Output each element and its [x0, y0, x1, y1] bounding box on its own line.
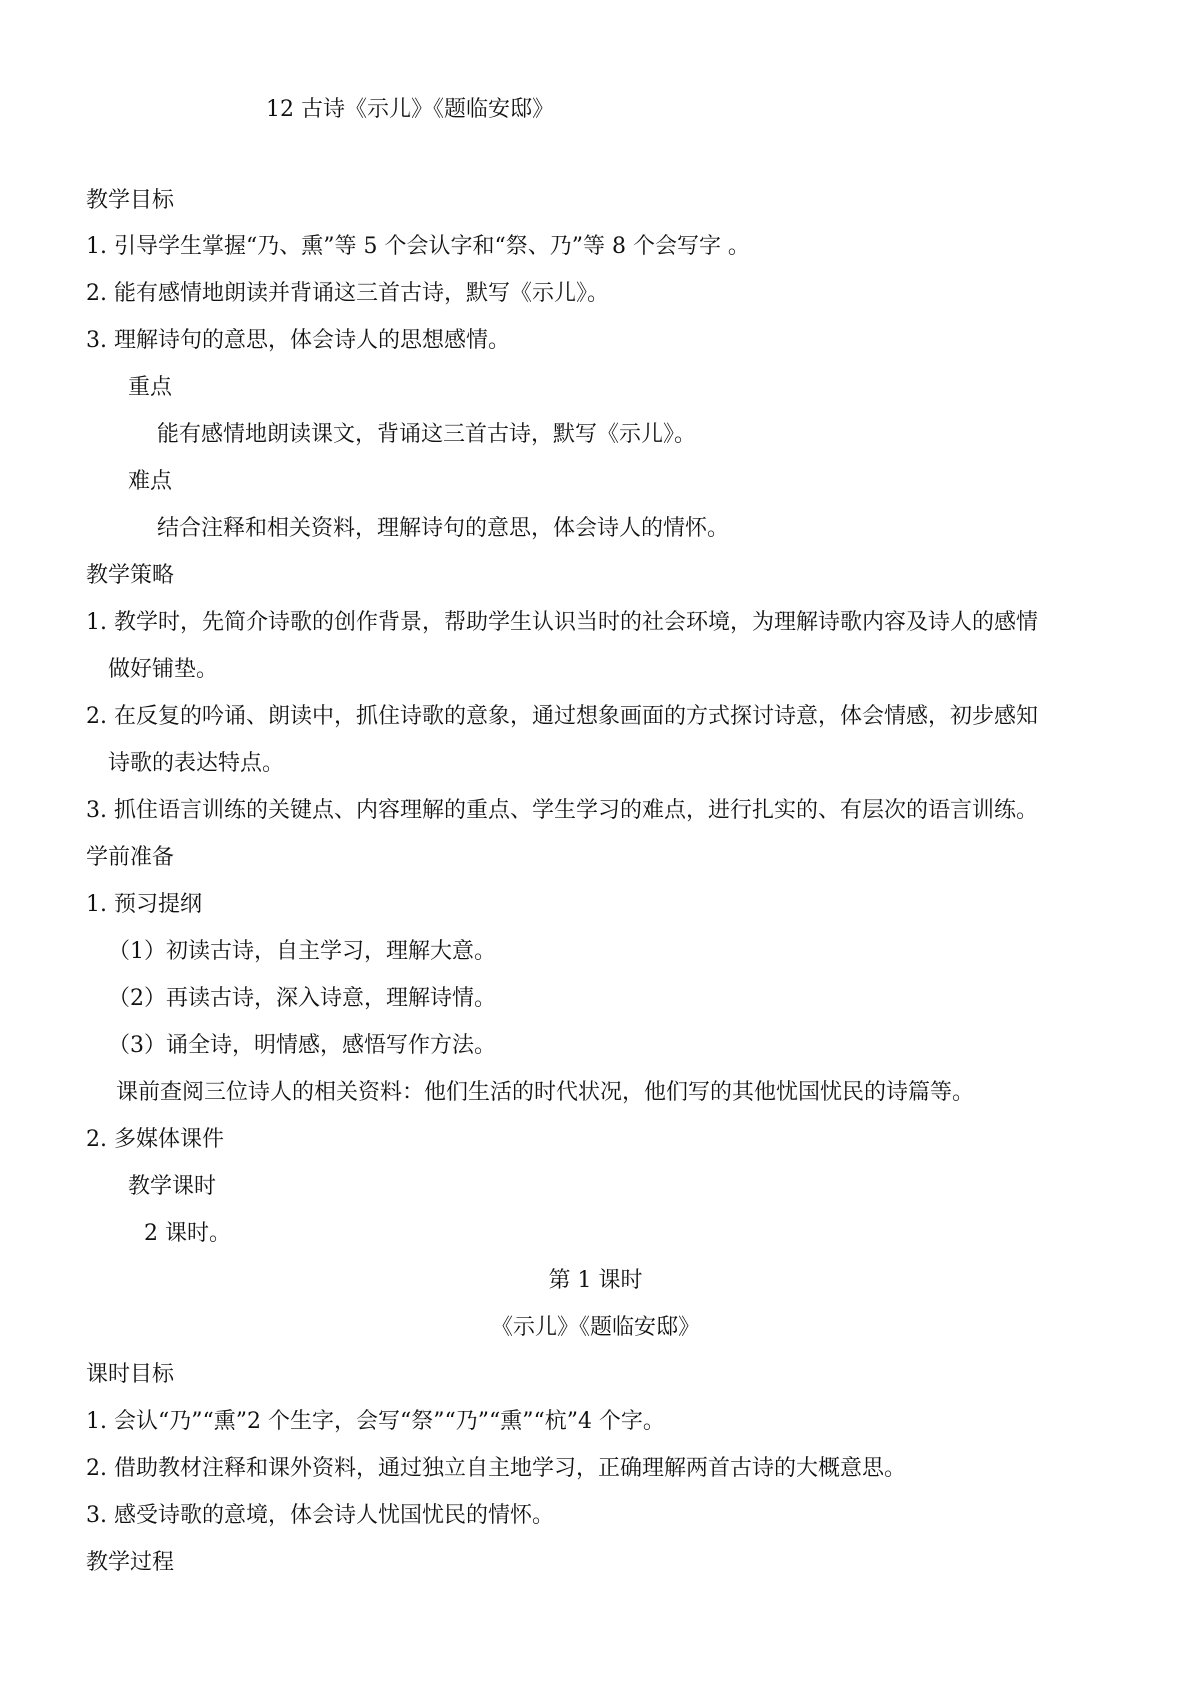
prep-subitem-3: （3）诵全诗，明情感，感悟写作方法。 [108, 1033, 496, 1058]
period-value: 2 课时。 [144, 1221, 231, 1246]
lesson-goal-3: 3. 感受诗歌的意境，体会诗人忧国忧民的情怀。 [86, 1503, 554, 1528]
difficulty-label: 难点 [128, 469, 173, 494]
prep-heading: 学前准备 [86, 845, 175, 870]
period-heading: 教学课时 [128, 1174, 217, 1199]
prep-item-2: 2. 多媒体课件 [86, 1127, 224, 1152]
difficulty-text: 结合注释和相关资料，理解诗句的意思，体会诗人的情怀。 [157, 516, 730, 541]
objectives-heading: 教学目标 [86, 188, 175, 213]
lesson-goals-heading: 课时目标 [86, 1362, 175, 1387]
process-heading: 教学过程 [86, 1550, 175, 1575]
objective-item-2: 2. 能有感情地朗读并背诵这三首古诗，默写《示儿》。 [86, 281, 609, 306]
key-point-text: 能有感情地朗读课文，背诵这三首古诗，默写《示儿》。 [157, 422, 697, 447]
strategy-item-3: 3. 抓住语言训练的关键点、内容理解的重点、学生学习的难点，进行扎实的、有层次的语言训练。 [86, 798, 1038, 823]
strategy-item-1-line-1: 1. 教学时，先简介诗歌的创作背景，帮助学生认识当时的社会环境，为理解诗歌内容及诗人的感情 [86, 610, 1038, 635]
strategy-item-1-line-2: 做好铺垫。 [108, 657, 219, 682]
prep-item-1: 1. 预习提纲 [86, 892, 202, 917]
lesson-1-subtitle: 《示儿》《题临安邸》 [490, 1315, 700, 1340]
document-title: 12 古诗《示儿》《题临安邸》 [266, 97, 554, 122]
strategy-heading: 教学策略 [86, 563, 175, 588]
objective-item-3: 3. 理解诗句的意思，体会诗人的思想感情。 [86, 328, 510, 353]
prep-note: 课前查阅三位诗人的相关资料：他们生活的时代状况，他们写的其他忧国忧民的诗篇等。 [116, 1080, 975, 1105]
lesson-1-heading: 第 1 课时 [548, 1268, 643, 1293]
objective-item-1: 1. 引导学生掌握“乃、熏”等 5 个会认字和“祭、乃”等 8 个会写字 。 [86, 234, 750, 259]
key-point-label: 重点 [128, 375, 173, 400]
lesson-goal-1: 1. 会认“乃”“熏”2 个生字，会写“祭”“乃”“熏”“杭”4 个字。 [86, 1409, 665, 1434]
lesson-goal-2: 2. 借助教材注释和课外资料，通过独立自主地学习，正确理解两首古诗的大概意思。 [86, 1456, 906, 1481]
prep-subitem-1: （1）初读古诗，自主学习，理解大意。 [108, 939, 496, 964]
strategy-item-2-line-1: 2. 在反复的吟诵、朗读中，抓住诗歌的意象，通过想象画面的方式探讨诗意，体会情感，初步感知 [86, 704, 1038, 729]
prep-subitem-2: （2）再读古诗，深入诗意，理解诗情。 [108, 986, 496, 1011]
strategy-item-2-line-2: 诗歌的表达特点。 [108, 751, 285, 776]
